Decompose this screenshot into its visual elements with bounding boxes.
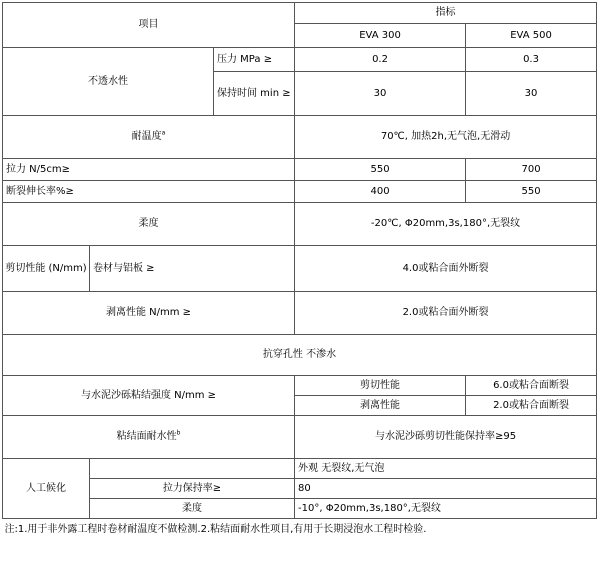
cement-bond-label: 与水泥沙砾粘结强度 N/mm ≥ [3,376,295,416]
hold-eva500: 30 [466,72,597,116]
aging-flex-value: -10°, Φ20mm,3s,180°,无裂纹 [295,499,597,519]
heat-row [3,116,597,159]
puncture-value: 抗穿孔性 不渗水 [3,335,597,376]
aging-appearance-row [3,459,597,479]
cement-bond-peel-label: 剥离性能 [295,396,466,416]
spec-table [2,2,597,541]
shear-sub-label: 卷材与铝板 ≥ [90,246,295,292]
aging-label: 人工候化 [3,459,90,519]
elongation-label: 断裂伸长率%≥ [3,181,295,203]
peel-row [3,292,597,335]
header-item: 项目 [3,3,295,48]
puncture-row [3,335,597,376]
aging-retention-value: 80 [295,479,597,499]
flex-label: 柔度 [3,203,295,246]
heat-label-text: 耐温度 [131,131,162,142]
aging-appearance: 外观 无裂纹,无气泡 [295,459,597,479]
aging-retention-label: 拉力保持率≥ [90,479,295,499]
tensile-eva300: 550 [295,159,466,181]
heat-value: 70℃, 加热2h,无气泡,无滑动 [295,116,597,159]
bond-water-label [3,416,295,459]
flex-row [3,203,597,246]
elongation-eva300: 400 [295,181,466,203]
shear-label: 剪切性能 (N/mm) [3,246,90,292]
elongation-eva500: 550 [466,181,597,203]
header-row [3,3,597,24]
cement-bond-shear-value: 6.0或粘合面断裂 [466,376,597,396]
hold-eva300: 30 [295,72,466,116]
shear-row [3,246,597,292]
heat-footnote-mark: a [161,129,166,137]
cement-bond-peel-value: 2.0或粘合面断裂 [466,396,597,416]
pressure-eva500: 0.3 [466,48,597,72]
header-indicator: 指标 [295,3,597,24]
header-eva500: EVA 500 [466,24,597,48]
bond-water-row [3,416,597,459]
elongation-row [3,181,597,203]
heat-label [3,116,295,159]
tensile-row [3,159,597,181]
aging-retention-row [3,479,597,499]
peel-value: 2.0或粘合面外断裂 [295,292,597,335]
bond-water-label-text: 粘结面耐水性 [116,431,177,442]
header-eva300: EVA 300 [295,24,466,48]
aging-flex-row [3,499,597,519]
tensile-label: 拉力 N/5cm≥ [3,159,295,181]
pressure-eva300: 0.2 [295,48,466,72]
cement-bond-shear-label: 剪切性能 [295,376,466,396]
peel-label: 剥离性能 N/mm ≥ [3,292,295,335]
waterproof-pressure-row [3,48,597,72]
bond-water-footnote-mark: b [176,429,181,437]
cement-bond-shear-row [3,376,597,396]
hold-label: 保持时间 min ≥ [214,72,295,116]
note-row [3,519,597,541]
footnote: 注:1.用于非外露工程时卷材耐温度不做检测.2.粘结面耐水性项目,有用于长期浸泡水工程时检验. [3,519,597,541]
bond-water-value: 与水泥沙砾剪切性能保持率≥95 [295,416,597,459]
waterproof-label: 不透水性 [3,48,214,116]
aging-blank-top [90,459,295,479]
shear-value: 4.0或粘合面外断裂 [295,246,597,292]
pressure-label: 压力 MPa ≥ [214,48,295,72]
tensile-eva500: 700 [466,159,597,181]
aging-flex-label: 柔度 [90,499,295,519]
flex-value: -20℃, Φ20mm,3s,180°,无裂纹 [295,203,597,246]
